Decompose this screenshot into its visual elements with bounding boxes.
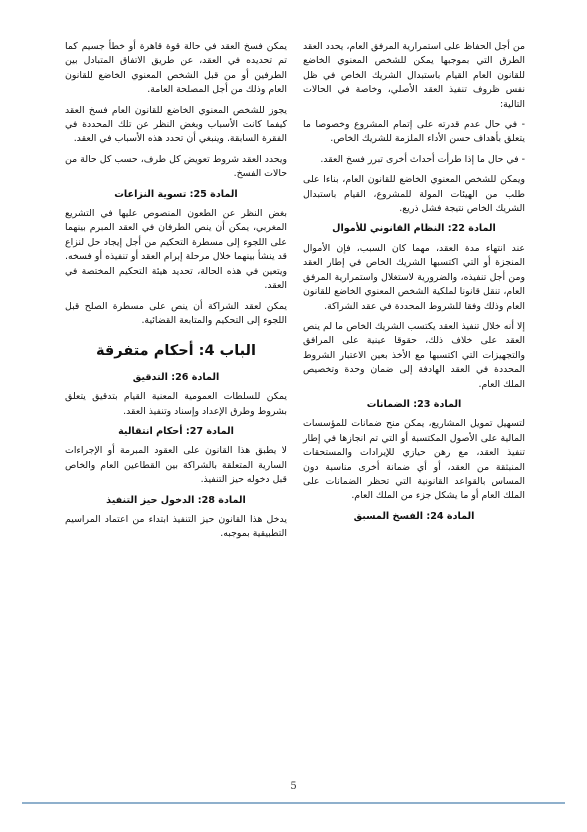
part-heading-4: الباب 4: أحكام متفرقة xyxy=(96,343,256,360)
article-heading-27: المادة 27: أحكام انتقالية xyxy=(118,425,234,437)
paragraph: بغض النظر عن الطعون المنصوص عليها في التشريع المغربي، يمكن أن ينص الطرفان في العقد المبرم بينهما على اللجوء إلى مسطرة التحكيم من أجل إيجاد حل لنزاع قد ينشأ بينهما خلال مرحلة إبرام العقد أو تنفيذه أو فسخه. ويتعين في هذه الحالة، تحديد هيئة التحكيم المختصة في العقد. xyxy=(65,208,287,292)
paragraph: إلا أنه خلال تنفيذ العقد يكتسب الشريك الخاص ما لم ينص العقد على خلاف ذلك، حقوقا عينية على المرافق والتجهيزات التي اكتسبها مع الأخذ بعين الاعتبار الشروط المحددة في العقد الهادفة إلى ضمان وحدة وتخصيص الملك العام. xyxy=(303,320,525,390)
footer-divider xyxy=(22,802,565,804)
paragraph: يدخل هذا القانون حيز التنفيذ ابتداء من اعتماد المراسيم التطبيقية بموجبه. xyxy=(65,513,287,540)
bullet-item: - في حال عدم قدرته على إتمام المشروع وخصوصا ما يتعلق بأهداف حسن الأداء الملزمة للشريك الخاص. xyxy=(303,119,525,145)
article-heading-28: المادة 28: الدخول حيز التنفيذ xyxy=(106,494,246,506)
bullet-item: - في حال ما إذا طرأت أحداث أخرى تبرر فسخ العقد. xyxy=(320,153,525,165)
left-column xyxy=(65,40,287,548)
paragraph: يمكن لعقد الشراكة أن ينص على مسطرة الصلح قبل اللجوء إلى التحكيم والمتابعة القضائية. xyxy=(65,300,287,326)
paragraph: من أجل الحفاظ على استمرارية المرفق العام، يحدد العقد الطرق التي بموجبها يمكن للشخص المعنوي الخاضع للقانون العام القيام باستبدال الشريك الخاص في ظل نفس ظروف تنفيذ العقد الأصلي، وخاصة في الحالات التالية: xyxy=(303,41,525,110)
article-heading-24: المادة 24: الفسخ المسبق xyxy=(353,510,475,522)
paragraph: ويحدد العقد شروط تعويض كل طرف، حسب كل حالة من حالات الفسخ. xyxy=(65,153,287,180)
paragraph: عند انتهاء مدة العقد، مهما كان السبب، فإن الأموال المنجزة أو التي اكتسبها الشريك الخاص في إطار العقد ومن أجل تنفيذه، والضرورية لاستغلال واستمرارية المرفق العام، تنقل قانونا لملكية الشخص المعنوي الخاضع للقانون العام وذلك وفقا للشروط المحددة في عقد الشراكة. xyxy=(303,242,525,312)
right-column xyxy=(303,40,525,529)
page-number: 5 xyxy=(290,781,297,792)
article-heading-26: المادة 26: التدقيق xyxy=(132,371,220,383)
paragraph: يمكن فسخ العقد في حالة قوة قاهرة أو خطأ جسيم كما تم تحديده في العقد، عن طريق الاتفاق المتبادل بين الطرفين أو من قبل الشخص المعنوي الخاضع للقانون العام وذلك من أجل المصلحة العامة. xyxy=(65,41,287,96)
paragraph: يمكن للسلطات العمومية المعنية القيام بتدقيق يتعلق بشروط وطرق الإعداد وإسناد وتنفيذ العقد. xyxy=(65,391,287,417)
paragraph: ويمكن للشخص المعنوي الخاضع للقانون العام، بناءا على طلب من الهيئات المولة للمشروع، القيام باستبدال الشريك الخاص نتيجة فشل ذريع. xyxy=(303,174,525,215)
paragraph: يجوز للشخص المعنوي الخاضع للقانون العام فسخ العقد كيفما كانت الأسباب وبغض النظر عن تلك المحددة في الفقرة السابقة. وينبغي أن تحدد هذه الأسباب في العقد. xyxy=(65,104,287,145)
paragraph: لتسهيل تمويل المشاريع، يمكن منح ضمانات للمؤسسات المالية على الأصول المكتسبة أو التي تم انجازها في إطار تنفيذ العقد، مع رهن حيازي للإيرادات والمستحقات المنبثقة من العقد، أو أي ضمانة أخرى مناسبة دون المساس بالقواعد القانونية التي تحظر الضمانات على الملك العام أو ما يشكل جزء من الملك العام. xyxy=(303,418,525,502)
article-heading-23: المادة 23: الضمانات xyxy=(366,398,462,410)
paragraph: لا يطبق هذا القانون على العقود المبرمة أو الإجراءات السارية المتعلقة بالشراكة بين القطاعين العام والخاص قبل دخوله حيز التنفيذ. xyxy=(65,445,287,486)
article-heading-22: المادة 22: النظام القانوني للأموال xyxy=(332,223,496,235)
article-heading-25: المادة 25: تسوية النزاعات xyxy=(114,188,238,200)
